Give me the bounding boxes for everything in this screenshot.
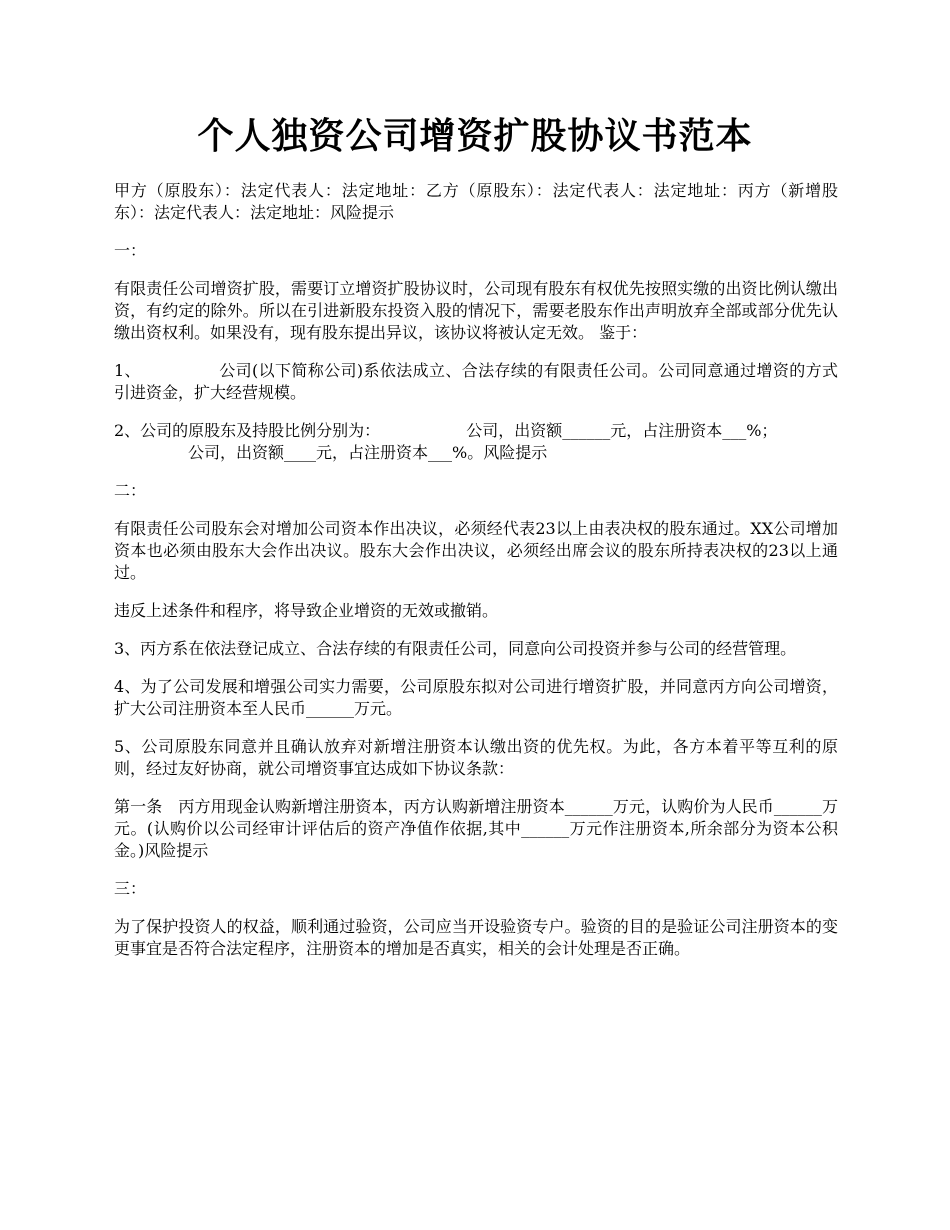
item-2-part-c: 公司，出资额____元，占注册资本___%。风险提示 bbox=[188, 443, 548, 462]
item-1-prefix: 1、 bbox=[114, 361, 141, 380]
item-2-paragraph bbox=[114, 420, 838, 464]
section-heading-1: 一： bbox=[114, 241, 147, 260]
item-1-text: 公司(以下简称公司)系依法成立、合法存续的有限责任公司。公司同意通过增资的方式引进资金，扩大经营规模。 bbox=[114, 361, 838, 402]
item-2-part-a: 2、公司的原股东及持股比例分别为： bbox=[114, 421, 381, 440]
article-1-paragraph: 第一条 丙方用现金认购新增注册资本，丙方认购新增注册资本______万元，认购价为人民币______万元。(认购价以公司经审计评估后的资产净值作依据,其中______万元作注册资本,所余部分为资本公积金。)风险提示 bbox=[114, 797, 838, 860]
document-body bbox=[114, 180, 838, 976]
verification-paragraph: 为了保护投资人的权益，顺利通过验资，公司应当开设验资专户。验资的目的是验证公司注册资本的变更事宜是否符合法定程序，注册资本的增加是否真实，相关的会计处理是否正确。 bbox=[114, 917, 838, 958]
intro-paragraph: 有限责任公司增资扩股，需要订立增资扩股协议时，公司现有股东有权优先按照实缴的出资比例认缴出资，有约定的除外。所以在引进新股东投资入股的情况下，需要老股东作出声明放弃全部或部分优先认缴出资权利。如果没有，现有股东提出异议，该协议将被认定无效。 鉴于： bbox=[114, 279, 838, 342]
violation-paragraph: 违反上述条件和程序，将导致企业增资的无效或撤销。 bbox=[114, 601, 499, 620]
section-heading-2: 二： bbox=[114, 481, 147, 500]
item-3-paragraph: 3、丙方系在依法登记成立、合法存续的有限责任公司，同意向公司投资并参与公司的经营管理。 bbox=[114, 639, 797, 658]
item-1-paragraph bbox=[114, 360, 838, 404]
item-2-part-b: 公司，出资额______元，占注册资本___%； bbox=[466, 421, 778, 440]
item-4-paragraph: 4、为了公司发展和增强公司实力需要，公司原股东拟对公司进行增资扩股，并同意丙方向公司增资，扩大公司注册资本至人民币______万元。 bbox=[114, 677, 838, 718]
parties-paragraph: 甲方（原股东）：法定代表人：法定地址：乙方（原股东）：法定代表人：法定地址：丙方（新增股东）：法定代表人：法定地址：风险提示 bbox=[114, 181, 838, 222]
section-heading-3: 三： bbox=[114, 879, 147, 898]
document-title: 个人独资公司增资扩股协议书范本 bbox=[197, 115, 753, 157]
item-5-paragraph: 5、公司原股东同意并且确认放弃对新增注册资本认缴出资的优先权。为此，各方本着平等互利的原则，经过友好协商，就公司增资事宜达成如下协议条款： bbox=[114, 737, 838, 778]
resolution-paragraph: 有限责任公司股东会对增加公司资本作出决议，必须经代表23以上由表决权的股东通过。XX公司增加资本也必须由股东大会作出决议。股东大会作出决议，必须经出席会议的股东所持表决权的23以上通过。 bbox=[114, 519, 838, 582]
